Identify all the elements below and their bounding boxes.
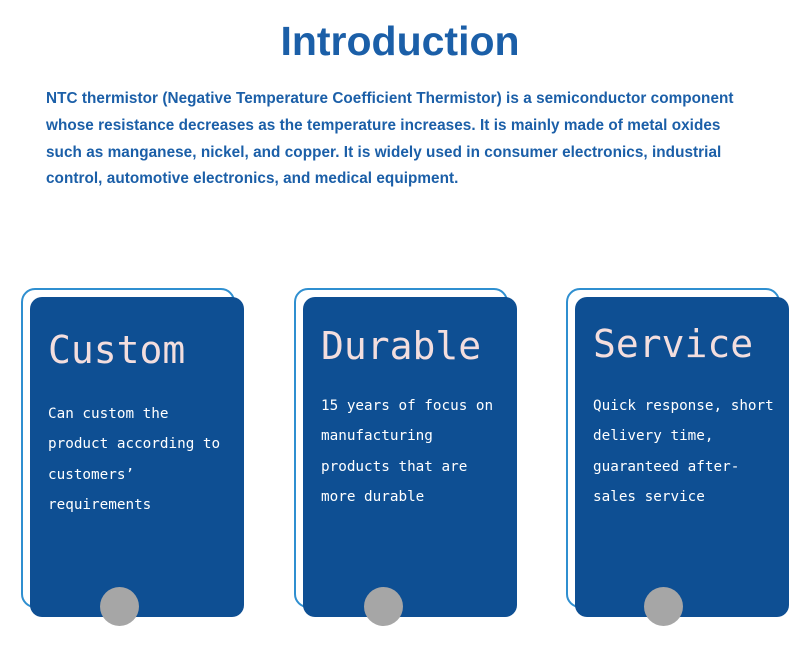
circle-accent-icon <box>100 587 139 626</box>
feature-card-custom[interactable] <box>21 288 235 608</box>
card-body-panel <box>303 297 517 617</box>
card-body-panel <box>575 297 789 617</box>
card-description: 15 years of focus on manufacturing products that are more durable <box>321 398 494 505</box>
intro-paragraph: NTC thermistor (Negative Temperature Coefficient Thermistor) is a semiconductor component whose resistance decreases as the temperature increases. It is mainly made of metal oxides such as manganese, nickel, and copper. It is widely used in consumer electronics, industrial control, automotive electronics, and medical equipment. <box>46 90 734 188</box>
feature-card-row <box>0 288 800 618</box>
slide-page <box>0 19 800 662</box>
circle-accent-icon <box>364 587 403 626</box>
card-body-panel <box>30 297 244 617</box>
card-heading: Durable <box>321 324 482 368</box>
card-description: Quick response, short delivery time, guaranteed after-sales service <box>593 398 774 505</box>
card-description: Can custom the product according to customers’ requirements <box>48 406 221 513</box>
feature-card-service[interactable] <box>566 288 780 608</box>
page-title: Introduction <box>280 18 520 64</box>
card-heading: Service <box>593 322 754 366</box>
card-heading: Custom <box>48 328 186 372</box>
circle-accent-icon <box>644 587 683 626</box>
feature-card-durable[interactable] <box>294 288 508 608</box>
